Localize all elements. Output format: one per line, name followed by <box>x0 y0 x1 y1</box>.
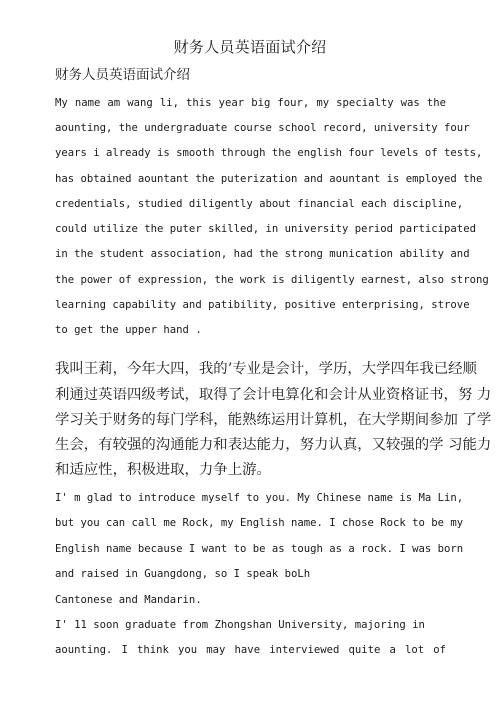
paragraph2-line: Cantonese and Mandarin. <box>55 594 202 606</box>
paragraph1-line: the power of expression, the work is diligently earnest, also strong <box>55 274 489 286</box>
paragraph1-line: learning capability and patibility, positive enterprising, strove <box>55 299 470 311</box>
chinese-paragraph-line: 利通过英语四级考试，取得了会计电算化和会计从业资格证书，努 力 <box>55 387 492 403</box>
paragraph1-line: aounting, the undergraduate course school record, university four <box>55 122 470 134</box>
paragraph1-line: to get the upper hand . <box>55 324 202 336</box>
paragraph2-line: but you can call me Rock, my English name. I chose Rock to be my <box>55 517 464 529</box>
document-title: 财务人员英语面试介绍 <box>173 38 327 56</box>
chinese-paragraph-line: 学习关于财务的每门学科，能熟练运用计算机，在大学期间参加 了学 <box>55 412 492 428</box>
paragraph2-line: I' 11 soon graduate from Zhongshan University, majoring in <box>55 619 425 631</box>
paragraph1-line: has obtained aountant the puterization and aountant is employed the <box>55 173 483 185</box>
paragraph1-line: in the student association, had the strong munication ability and <box>55 248 470 260</box>
paragraph1-line: years i already is smooth through the english four levels of tests, <box>55 147 483 159</box>
paragraph2-line: I' m glad to introduce myself to you. My Chinese name is Ma Lin, <box>55 492 464 504</box>
paragraph2-line: aounting. I think you may have interviewed quite a lot of <box>55 644 446 656</box>
document-subtitle: 财务人员英语面试介绍 <box>55 67 190 83</box>
paragraph1-line: credentials, studied diligently about financial each discipline, <box>55 198 464 210</box>
paragraph2-line: English name because I want to be as tough as a rock. I was born <box>55 543 464 555</box>
chinese-paragraph-line: 和适应性，积极进取，力争上游。 <box>55 462 271 478</box>
paragraph1-line: could utilize the puter skilled, in university period participated <box>55 223 476 235</box>
paragraph1-line: My name am wang li, this year big four, my specialty was the <box>55 97 446 109</box>
chinese-paragraph-line: 生会，有较强的沟通能力和表达能力，努力认真，又较强的学 习能力 <box>55 437 492 453</box>
chinese-paragraph-line: 我叫王莉，今年大四，我的’专业是会计，学历，大学四年我已经顺 <box>55 361 477 377</box>
paragraph2-line: and raised in Guangdong, so I speak boLh <box>55 568 311 580</box>
